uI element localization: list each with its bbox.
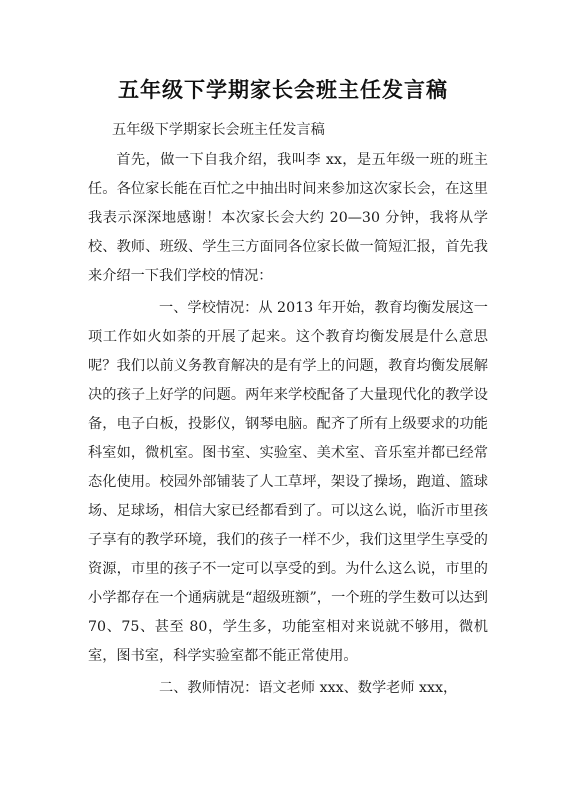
document-body <box>88 118 488 703</box>
document-subtitle: 五年级下学期家长会班主任发言稿 <box>112 122 325 138</box>
paragraph-teacher-situation: 二、教师情况：语文老师 xxx、数学老师 xxx， <box>159 680 458 696</box>
document-title: 五年级下学期家长会班主任发言稿 <box>118 77 448 102</box>
paragraph-introduction: 首先，做一下自我介绍，我叫李 xx，是五年级一班的班主任。各位家长能在百忙之中抽出时间来参加这次家长会，在这里我表示深深地感谢！本次家长会大约 20—30 分钟，我将从学校、教师、班级、学生三方面同各位家长做一简短汇报，首先我来介绍一下我们学校的情况： <box>88 152 488 284</box>
paragraph-school-situation: 一、学校情况：从 2013 年开始，教育均衡发展这一项工作如火如荼的开展了起来。这个教育均衡发展是什么意思呢？我们以前义务教育解决的是有学上的问题，教育均衡发展解决的孩子上好学的问题。两年来学校配备了大量现代化的教学设备，电子白板，投影仪，钢琴电脑。配齐了所有上级要求的功能科室如，微机室。图书室、实验室、美术室、音乐室并都已经常态化使用。校园外部铺装了人工草坪，架设了操场，跑道、篮球场、足球场，相信大家已经都看到了。可以这么说，临沂市里孩子享有的教学环境，我们的孩子一样不少，我们这里学生享受的资源，市里的孩子不一定可以享受的到。为什么这么说，市里的小学都存在一个通病就是“超级班额”，一个班的学生数可以达到 70、75、甚至 80，学生多，功能室相对来说就不够用，微机室，图书室，科学实验室都不能正常使用。 <box>88 300 488 664</box>
